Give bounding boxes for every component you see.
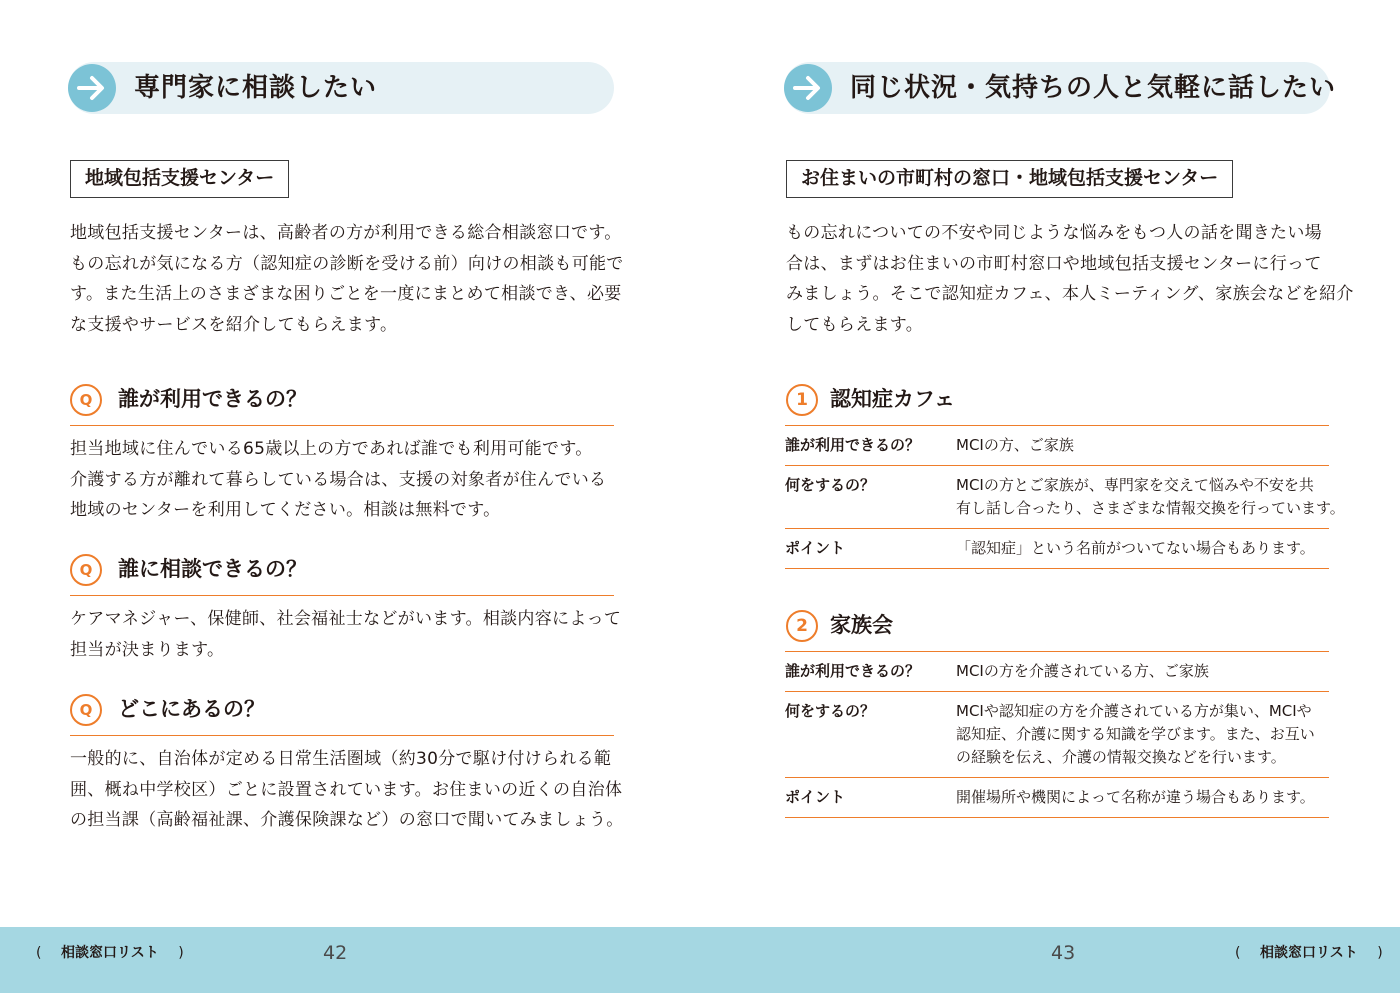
- table-row: [785, 692, 1329, 778]
- left-footer-label: [36, 943, 184, 963]
- intro-line: してもらえます。: [786, 314, 924, 335]
- paren-open: (: [1235, 945, 1241, 961]
- family-info-table: [785, 651, 1329, 818]
- left-heading-bar: [68, 62, 614, 114]
- section-heading-family: [786, 608, 1330, 652]
- row-line: 有し話し合ったり、さまざまな情報交換を行っています。: [956, 499, 1345, 517]
- row-value: [956, 434, 1329, 457]
- section-title: 認知症カフェ: [830, 387, 955, 411]
- row-value: [956, 474, 1345, 520]
- cafe-info-table: [785, 425, 1345, 569]
- table-row: [785, 652, 1329, 692]
- right-page-number: 43: [1051, 942, 1076, 964]
- row-value: [956, 700, 1329, 769]
- answer-line: 介護する方が離れて暮らしている場合は、支援の対象者が住んでいる: [70, 469, 607, 490]
- right-heading-title: 同じ状況・気持ちの人と気軽に話したい: [850, 73, 1337, 103]
- row-value: [956, 786, 1329, 809]
- paren-close: ): [1377, 945, 1383, 961]
- table-row: [785, 426, 1329, 466]
- question-text: 誰が利用できるの？: [118, 387, 307, 411]
- footer-label-text: 相談窓口リスト: [1259, 945, 1358, 961]
- intro-line: な支援やサービスを紹介してもらえます。: [70, 314, 398, 335]
- question-text: 誰に相談できるの？: [118, 557, 307, 581]
- row-label: 誰が利用できるの？: [785, 436, 921, 454]
- answer-3: [70, 744, 624, 836]
- intro-line: 地域包括支援センターは、高齢者の方が利用できる総合相談窓口です。: [70, 223, 622, 243]
- row-label: 何をするの？: [785, 702, 876, 720]
- row-label: 誰が利用できるの？: [785, 662, 921, 680]
- question-heading-3: [70, 692, 614, 736]
- row-label: ポイント: [785, 788, 846, 806]
- arrow-right-icon: [68, 64, 116, 112]
- answer-line: 一般的に、自治体が定める日常生活圏域（約30分で駆け付けられる範: [70, 749, 612, 769]
- table-row: [785, 529, 1329, 569]
- answer-line: 地域のセンターを利用してください。相談は無料です。: [70, 500, 501, 520]
- row-line: 認知症、介護に関する知識を学びます。また、お互い: [956, 725, 1315, 743]
- row-line: MCIの方を介護されている方、ご家族: [956, 662, 1209, 680]
- answer-1: [70, 434, 606, 526]
- row-line: の経験を伝え、介護の情報交換などを行います。: [956, 748, 1286, 766]
- answer-line: 囲、概ね中学校区）ごとに設置されています。お住まいの近くの自治体: [70, 779, 623, 800]
- footer-label-text: 相談窓口リスト: [60, 945, 159, 961]
- intro-line: もの忘れについての不安や同じような悩みをもつ人の話を聞きたい場: [786, 223, 1322, 243]
- left-box-title: 地域包括支援センター: [70, 160, 289, 198]
- question-heading-2: [70, 552, 614, 596]
- row-label: ポイント: [785, 539, 846, 557]
- number-1-icon: 1: [786, 384, 818, 416]
- right-footer-label: [1235, 943, 1383, 963]
- row-line: MCIの方、ご家族: [956, 436, 1074, 454]
- left-page-number: 42: [323, 942, 348, 964]
- right-intro: [786, 218, 1354, 340]
- question-text: どこにあるの？: [118, 697, 265, 721]
- question-mark-q-icon: Q: [70, 384, 102, 416]
- table-row: [785, 466, 1345, 529]
- answer-line: ケアマネジャー、保健師、社会福祉士などがいます。相談内容によって: [70, 609, 622, 629]
- table-row: [785, 778, 1329, 818]
- question-mark-q-icon: Q: [70, 694, 102, 726]
- answer-2: [70, 604, 621, 665]
- paren-close: ): [178, 945, 184, 961]
- row-line: MCIや認知症の方を介護されている方が集い、MCIや: [956, 702, 1312, 720]
- row-line: 開催場所や機関によって名称が違う場合もあります。: [956, 788, 1315, 806]
- arrow-right-icon: [784, 64, 832, 112]
- question-heading-1: [70, 382, 614, 426]
- intro-line: もの忘れが気になる方（認知症の診断を受ける前）向けの相談も可能で: [70, 253, 624, 274]
- question-mark-q-icon: Q: [70, 554, 102, 586]
- right-box-title: お住まいの市町村の窓口・地域包括支援センター: [786, 160, 1233, 198]
- row-label: 何をするの？: [785, 476, 876, 494]
- intro-line: みましょう。そこで認知症カフェ、本人ミーティング、家族会などを紹介: [786, 284, 1354, 304]
- row-line: MCIの方とご家族が、専門家を交えて悩みや不安を共: [956, 476, 1314, 494]
- answer-line: 担当地域に住んでいる65歳以上の方であれば誰でも利用可能です。: [70, 439, 593, 459]
- right-heading-bar: [784, 62, 1337, 114]
- intro-line: す。また生活上のさまざまな困りごとを一度にまとめて相談でき、必要: [70, 284, 622, 304]
- row-value: [956, 660, 1329, 683]
- row-line: 「認知症」という名前がついてない場合もあります。: [956, 539, 1315, 557]
- answer-line: 担当が決まります。: [70, 639, 225, 660]
- left-heading-title: 専門家に相談したい: [134, 73, 378, 103]
- paren-open: (: [36, 945, 42, 961]
- intro-line: 合は、まずはお住まいの市町村窓口や地域包括支援センターに行って: [786, 253, 1322, 274]
- page-footer: [0, 927, 1400, 993]
- answer-line: の担当課（高齢福祉課、介護保険課など）の窓口で聞いてみましょう。: [70, 810, 624, 830]
- left-intro: [70, 218, 624, 340]
- row-value: [956, 537, 1329, 560]
- section-title: 家族会: [830, 613, 893, 637]
- number-2-icon: 2: [786, 610, 818, 642]
- section-heading-cafe: [786, 382, 1330, 426]
